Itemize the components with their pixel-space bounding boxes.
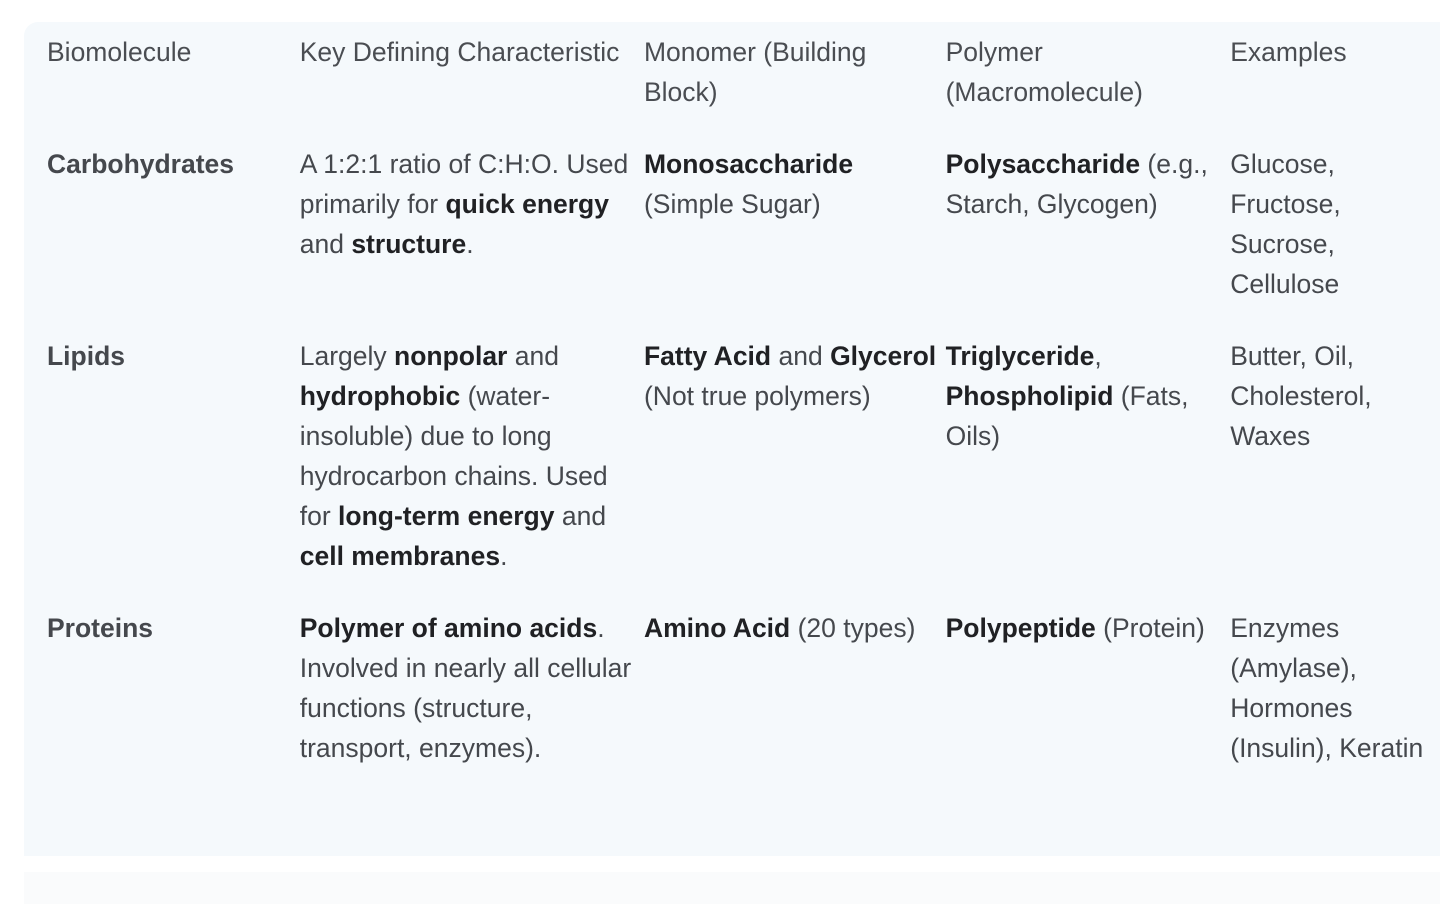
table-row bbox=[47, 608, 1440, 768]
text-segment: . bbox=[466, 229, 474, 259]
cell-biomolecule: Lipids bbox=[47, 341, 126, 371]
bold-text: Glycerol bbox=[830, 341, 937, 371]
text-segment: (water-insoluble) due to long hydrocarbon chains. Used for bbox=[299, 381, 608, 531]
cell-biomolecule: Carbohydrates bbox=[47, 149, 235, 179]
header-polymer: Polymer (Macromolecule) bbox=[945, 37, 1143, 107]
text-segment: . Involved in nearly all cellular functions (structure, transport, enzymes). bbox=[299, 613, 632, 763]
bold-text: Triglyceride bbox=[945, 341, 1095, 371]
cell-characteristic bbox=[300, 336, 644, 608]
cell-examples: Enzymes (Amylase), Hormones (Insulin), Keratin bbox=[1230, 613, 1424, 763]
header-characteristic: Key Defining Characteristic bbox=[299, 37, 620, 67]
cell-examples: Butter, Oil, Cholesterol, Waxes bbox=[1230, 341, 1372, 451]
bold-text: quick energy bbox=[445, 189, 609, 219]
biomolecule-table bbox=[47, 32, 1440, 768]
text-segment: and bbox=[299, 229, 352, 259]
header-examples: Examples bbox=[1230, 37, 1347, 67]
bottom-strip bbox=[24, 872, 1440, 904]
text-segment: and bbox=[771, 341, 831, 371]
text-segment: and bbox=[554, 501, 607, 531]
bold-text: Monosaccharide bbox=[643, 149, 854, 179]
bold-text: Polypeptide bbox=[945, 613, 1096, 643]
table-row bbox=[47, 144, 1440, 336]
header-monomer: Monomer (Building Block) bbox=[643, 37, 867, 107]
cell-monomer bbox=[644, 336, 946, 608]
bold-text: cell membranes bbox=[299, 541, 501, 571]
text-segment: (Simple Sugar) bbox=[643, 189, 821, 219]
bold-text: hydrophobic bbox=[299, 381, 461, 411]
bold-text: structure bbox=[351, 229, 467, 259]
text-segment: . bbox=[500, 541, 508, 571]
cell-characteristic bbox=[300, 608, 644, 768]
text-segment: , bbox=[1094, 341, 1102, 371]
table-header-row bbox=[47, 32, 1440, 144]
bold-text: Amino Acid bbox=[643, 613, 791, 643]
cell-characteristic bbox=[300, 144, 644, 336]
cell-polymer bbox=[946, 608, 1231, 768]
bold-text: long-term energy bbox=[338, 501, 555, 531]
table-row bbox=[47, 336, 1440, 608]
cell-biomolecule: Proteins bbox=[47, 613, 154, 643]
bold-text: Polysaccharide bbox=[945, 149, 1141, 179]
bold-text: Fatty Acid bbox=[643, 341, 772, 371]
cell-polymer bbox=[946, 144, 1231, 336]
cell-examples: Glucose, Fructose, Sucrose, Cellulose bbox=[1230, 149, 1341, 299]
text-segment: Largely bbox=[299, 341, 395, 371]
text-segment: A 1:2:1 ratio of C:H:O. Used primarily for bbox=[299, 149, 629, 219]
text-segment: (Fats, Oils) bbox=[945, 381, 1189, 451]
header-biomolecule: Biomolecule bbox=[47, 37, 192, 67]
bold-text: nonpolar bbox=[394, 341, 508, 371]
text-segment: and bbox=[507, 341, 559, 371]
cell-monomer bbox=[644, 608, 946, 768]
text-segment: (Not true polymers) bbox=[643, 381, 871, 411]
cell-monomer bbox=[644, 144, 946, 336]
text-segment: (Protein) bbox=[1095, 613, 1205, 643]
bold-text: Polymer of amino acids bbox=[299, 613, 598, 643]
bold-text: Phospholipid bbox=[945, 381, 1114, 411]
text-segment: (20 types) bbox=[790, 613, 916, 643]
text-segment: (e.g., Starch, Glycogen) bbox=[945, 149, 1208, 219]
cell-polymer bbox=[946, 336, 1231, 608]
